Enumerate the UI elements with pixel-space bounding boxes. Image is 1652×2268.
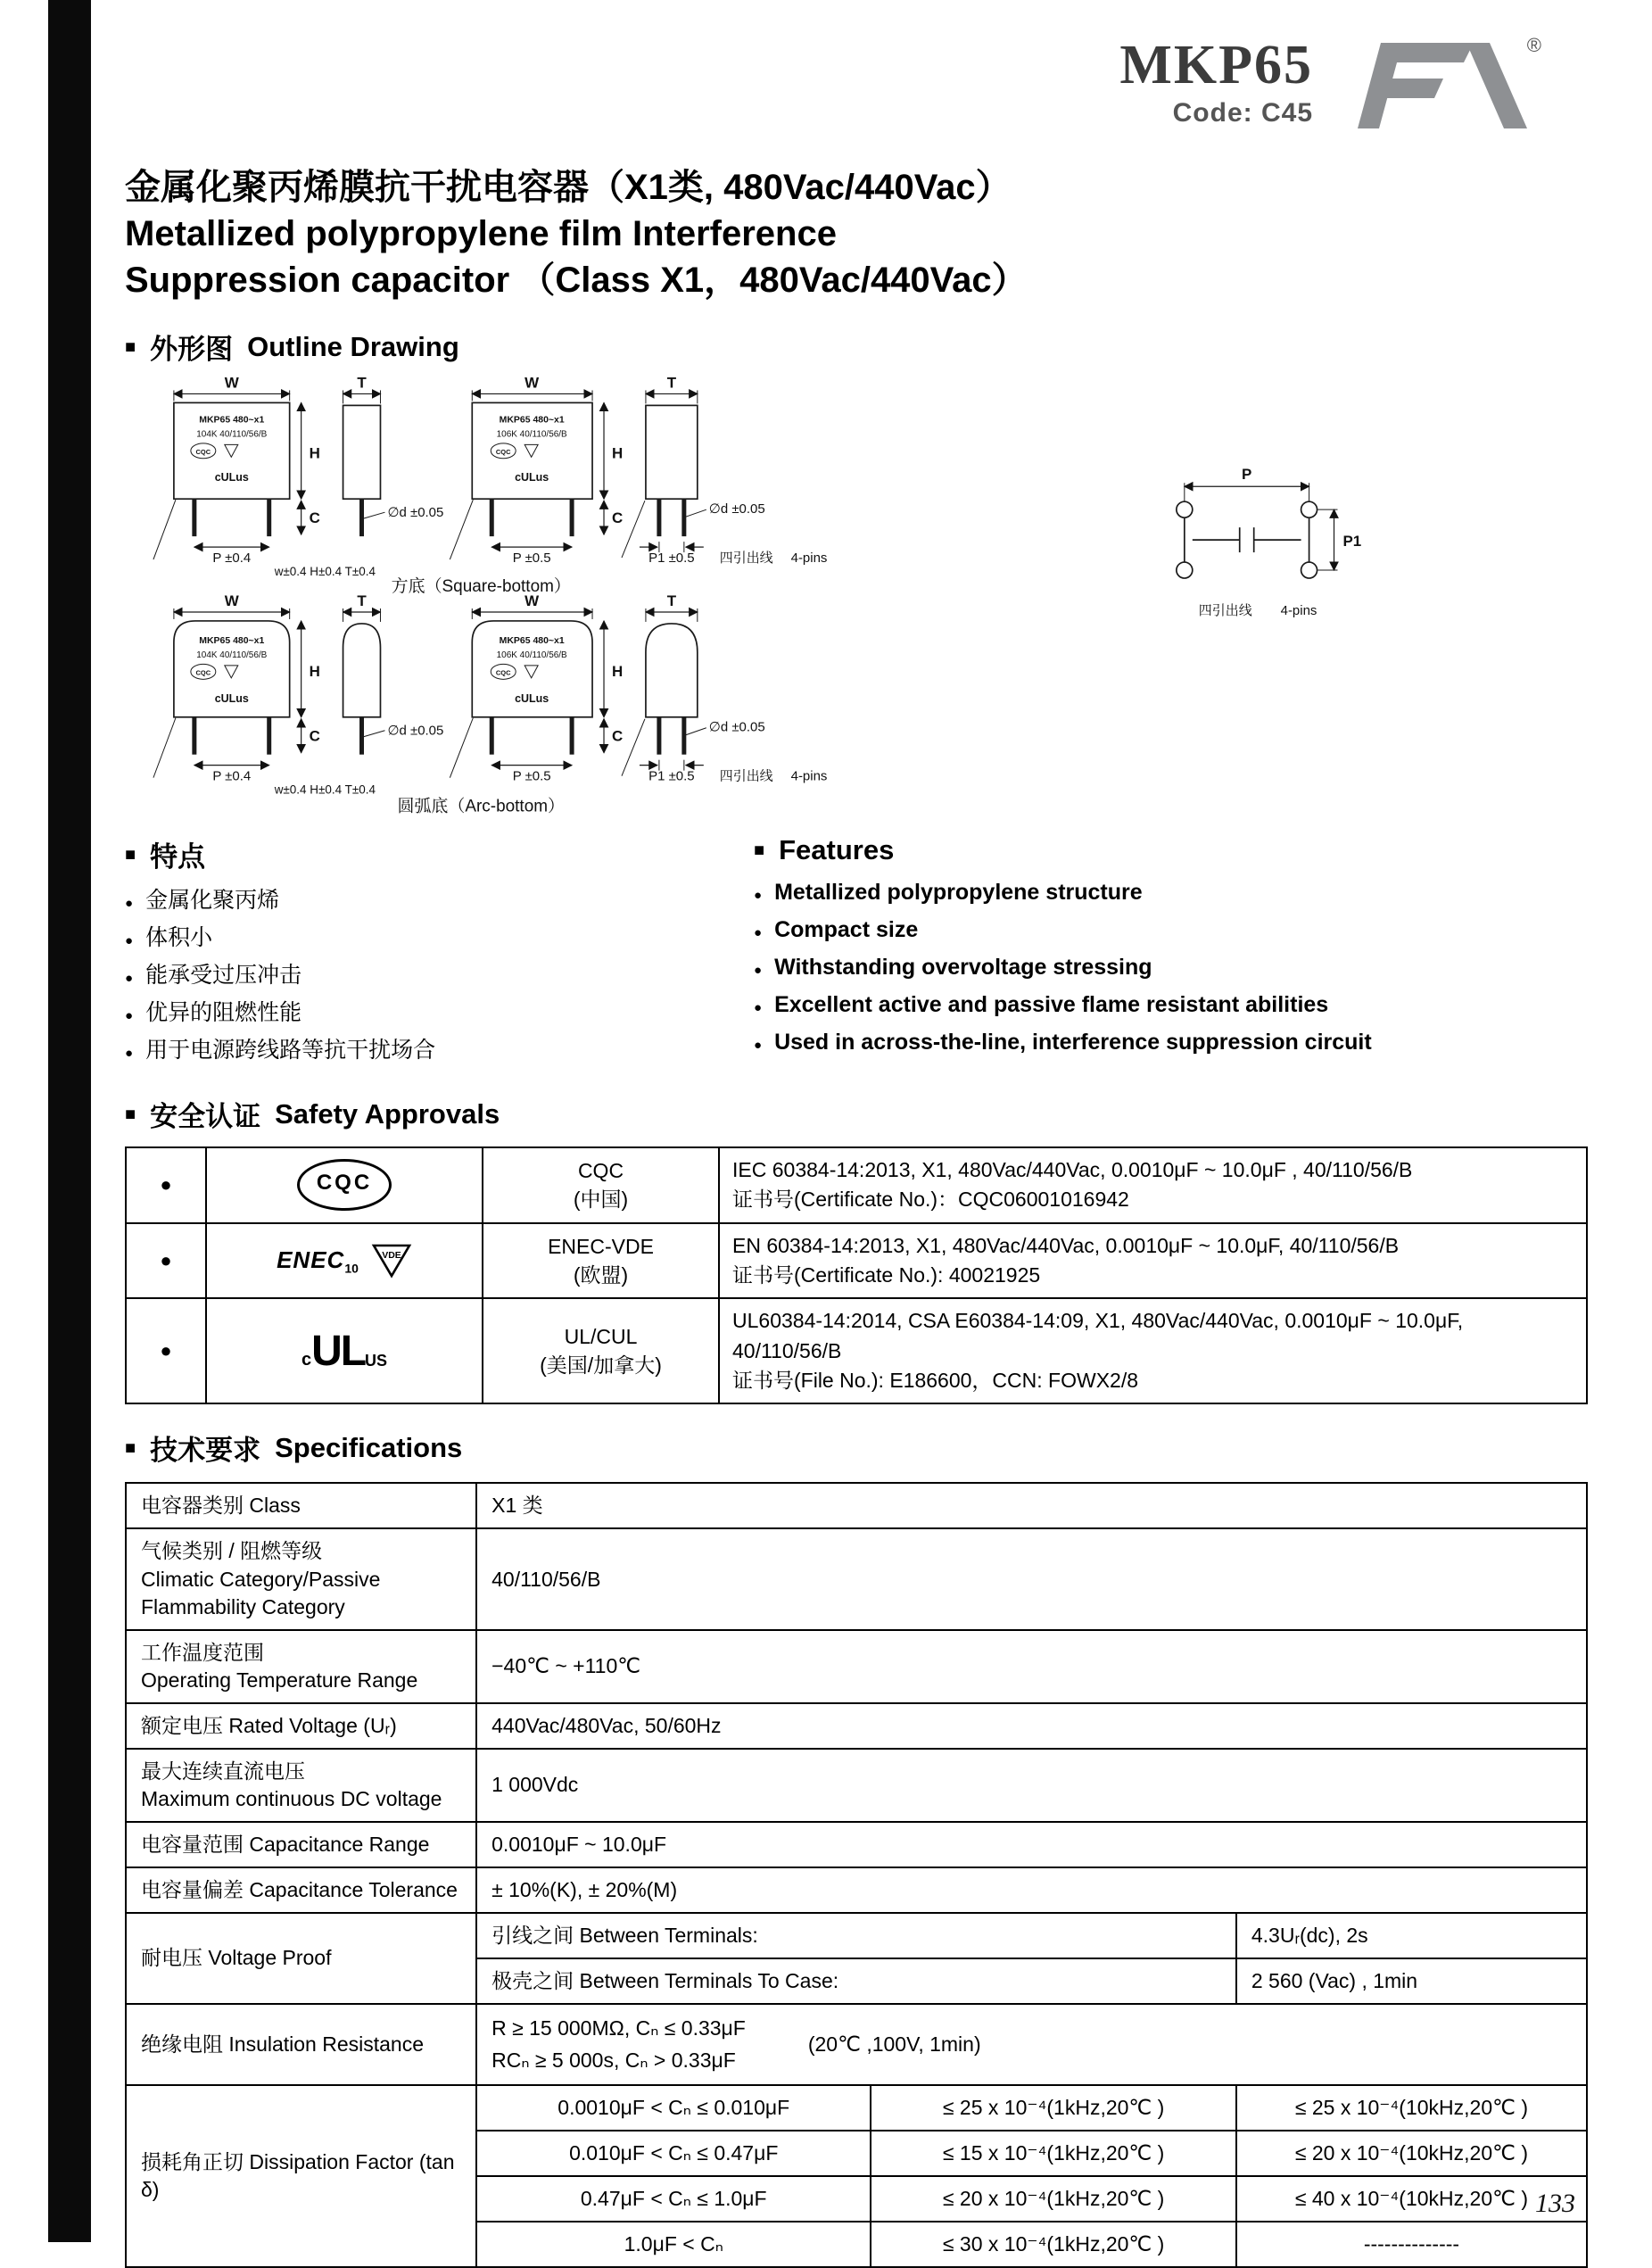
vde-triangle-icon — [371, 1243, 412, 1279]
dot-bullet-icon: ● — [125, 1008, 134, 1023]
tolerance-note: w±0.4 H±0.4 T±0.4 — [274, 782, 376, 797]
four-pins-label: 4-pins — [1280, 602, 1317, 618]
ul-mark: cULus — [515, 471, 549, 484]
faratronic-logo — [1356, 34, 1541, 134]
dim-p1: P1 — [1342, 533, 1362, 550]
side-view-2pin-arc — [343, 592, 444, 755]
spec-value-10khz: ≤ 40 x 10⁻⁴(10kHz,20℃ ) — [1236, 2176, 1587, 2222]
dim-p05: P ±0.5 — [512, 550, 551, 567]
dim-p05: P ±0.5 — [512, 768, 551, 784]
dim-h: H — [309, 444, 320, 462]
feature-item: ● 金属化聚丙烯 — [125, 883, 754, 921]
body-code: 106K 40/110/56/B — [496, 429, 567, 440]
registered-mark-icon: ® — [1526, 34, 1541, 56]
spec-value: 40/110/56/B — [476, 1528, 1587, 1629]
approval-certificate: 证书号(File No.): E186600，CCN: FOWX2/8 — [732, 1369, 1139, 1393]
title-line-en1: Metallized polypropylene film Interference — [125, 214, 837, 253]
square-bullet-icon: ■ — [125, 336, 136, 357]
four-pins-label: 4-pins — [790, 768, 828, 784]
square-bullet-icon: ■ — [125, 1104, 136, 1124]
safety-approvals-table — [125, 1146, 1588, 1404]
features-section — [125, 834, 1588, 1071]
dot-bullet-icon: ● — [754, 925, 763, 940]
spec-value: R ≥ 15 000MΩ, Cₙ ≤ 0.33μF RCₙ ≥ 5 000s, Cₙ > 0.33μF (20℃ ,100V, 1min) — [476, 2004, 1587, 2085]
feature-item: ● 优异的阻燃性能 — [125, 996, 754, 1033]
front-view-2pin-arc — [153, 592, 320, 784]
spec-value-10khz: ≤ 25 x 10⁻⁴(10kHz,20℃ ) — [1236, 2085, 1587, 2131]
spec-label: 损耗角正切 Dissipation Factor (tan δ) — [126, 2085, 476, 2267]
feature-item: ● Withstanding overvoltage stressing — [754, 950, 1588, 988]
dot-bullet-icon: ● — [125, 933, 134, 948]
page-number: 133 — [1535, 2189, 1575, 2218]
square-bullet-icon: ■ — [754, 840, 765, 860]
spec-value-10khz: ≤ 20 x 10⁻⁴(10kHz,20℃ ) — [1236, 2131, 1587, 2176]
svg-text:VDE: VDE — [382, 1250, 401, 1262]
spec-row-tolerance — [126, 1867, 1587, 1913]
cqc-logo: CQC — [297, 1159, 392, 1211]
spec-value-1khz: ≤ 20 x 10⁻⁴(1kHz,20℃ ) — [871, 2176, 1236, 2222]
side-view-4pin-square — [622, 374, 765, 566]
dim-t: T — [357, 374, 367, 392]
dim-p04: P ±0.4 — [212, 768, 252, 784]
approval-standard: EN 60384-14:2013, X1, 480Vac/440Vac, 0.0010μF ~ 10.0μF, 40/110/56/B — [732, 1233, 1400, 1257]
four-lead-label: 四引出线 — [719, 768, 773, 784]
dim-p04: P ±0.4 — [212, 550, 252, 567]
approval-region: (美国/加拿大) — [540, 1353, 662, 1378]
ul-mark: cULus — [515, 691, 549, 705]
dim-diameter: ∅d ±0.05 — [387, 505, 444, 521]
features-heading-zh: ■ 特点 — [125, 841, 206, 873]
front-view-2pin-square — [153, 374, 320, 566]
ul-logo: c UL US — [301, 1327, 388, 1375]
dim-h: H — [612, 662, 624, 680]
ul-mark: cULus — [214, 471, 249, 484]
safety-row-ul — [126, 1298, 1587, 1403]
dim-c: C — [612, 509, 624, 527]
body-marking: MKP65 480~x1 — [499, 415, 565, 426]
four-lead-label: 四引出线 — [719, 550, 773, 567]
approval-standard: UL60384-14:2014, CSA E60384-14:09, X1, 480Vac/440Vac, 0.0010μF ~ 10.0μF, 40/110/56/B — [732, 1309, 1464, 1362]
dim-t: T — [357, 592, 367, 609]
specifications-table — [125, 1482, 1588, 2268]
title-line-zh: 金属化聚丙烯膜抗干扰电容器（X1类, 480Vac/440Vac） — [125, 168, 1012, 207]
vde-triangle-icon — [225, 666, 238, 678]
feature-item: ● Compact size — [754, 913, 1588, 950]
spec-value: X1 类 — [476, 1483, 1587, 1528]
square-bullet-icon: ■ — [125, 844, 136, 865]
dim-c: C — [612, 727, 624, 745]
feature-item: ● 体积小 — [125, 921, 754, 958]
dim-p: P — [1242, 466, 1252, 484]
safety-row-cqc — [126, 1147, 1587, 1223]
cqc-mark-icon: CQC — [195, 447, 211, 456]
dot-bullet-icon: ● — [125, 1046, 134, 1061]
approval-region: (中国) — [573, 1188, 629, 1212]
caption-arc-bottom: 圆弧底（Arc-bottom） — [397, 797, 565, 816]
approval-name: UL/CUL — [564, 1325, 638, 1349]
dim-w: W — [525, 374, 540, 392]
pin-schematic-4pin — [1177, 466, 1361, 618]
vde-triangle-icon — [525, 666, 538, 678]
binding-strip — [48, 0, 91, 2242]
cqc-mark-icon: CQC — [495, 668, 511, 677]
dim-w: W — [224, 592, 239, 609]
spec-row-temperature — [126, 1630, 1587, 1703]
dot-bullet-icon: ● — [754, 1000, 763, 1015]
spec-row-rated-voltage — [126, 1703, 1587, 1749]
dim-diameter: ∅d ±0.05 — [708, 501, 765, 517]
model-name: MKP65 — [1119, 35, 1313, 95]
feature-item: ● Metallized polypropylene structure — [754, 875, 1588, 913]
safety-heading: ■ 安全认证 Safety Approvals — [125, 1097, 500, 1132]
spec-label: 耐电压 Voltage Proof — [126, 1913, 476, 2004]
dot-bullet-icon: ● — [160, 1249, 172, 1272]
vde-triangle-icon — [525, 444, 538, 457]
approval-name: ENEC-VDE — [548, 1234, 654, 1258]
spec-label: 工作温度范围 Operating Temperature Range — [126, 1630, 476, 1703]
spec-value-1khz: ≤ 30 x 10⁻⁴(1kHz,20℃ ) — [871, 2222, 1236, 2267]
approval-certificate: 证书号(Certificate No.): 40021925 — [732, 1263, 1041, 1287]
dim-c: C — [309, 727, 320, 745]
dot-bullet-icon: ● — [125, 971, 134, 986]
dot-bullet-icon: ● — [754, 888, 763, 903]
dim-diameter: ∅d ±0.05 — [387, 723, 444, 739]
cqc-mark-icon: CQC — [195, 668, 211, 677]
side-view-2pin-square — [343, 374, 444, 536]
spec-row-voltage-proof-1 — [126, 1913, 1587, 1958]
spec-range: 0.47μF < Cₙ ≤ 1.0μF — [476, 2176, 871, 2222]
front-view-4pin-arc — [450, 592, 623, 784]
spec-range: 0.010μF < Cₙ ≤ 0.47μF — [476, 2131, 871, 2176]
spec-subname: 引线之间 Between Terminals: — [476, 1913, 1236, 1958]
spec-value: 2 560 (Vac) , 1min — [1236, 1958, 1587, 2004]
dim-h: H — [309, 662, 320, 680]
feature-item: ● Used in across-the-line, interference suppression circuit — [754, 1025, 1588, 1063]
approval-certificate: 证书号(Certificate No.)：CQC06001016942 — [732, 1188, 1129, 1212]
model-block — [1119, 37, 1313, 128]
dim-p105: P1 ±0.5 — [648, 768, 695, 784]
spec-value: −40℃ ~ +110℃ — [476, 1630, 1587, 1703]
spec-value: ± 10%(K), ± 20%(M) — [476, 1867, 1587, 1913]
dim-t: T — [666, 374, 677, 392]
spec-label: 电容量范围 Capacitance Range — [126, 1822, 476, 1867]
feature-item: ● 用于电源跨线路等抗干扰场合 — [125, 1033, 754, 1071]
ul-mark: cULus — [214, 691, 249, 705]
page-title — [125, 164, 1588, 303]
spec-value-1khz: ≤ 15 x 10⁻⁴(1kHz,20℃ ) — [871, 2131, 1236, 2176]
outline-heading: ■ 外形图 Outline Drawing — [125, 330, 459, 365]
tolerance-note: w±0.4 H±0.4 T±0.4 — [274, 565, 376, 579]
side-view-4pin-arc — [622, 592, 765, 784]
body-marking: MKP65 480~x1 — [199, 415, 265, 426]
spec-range: 1.0μF < Cₙ — [476, 2222, 871, 2267]
dim-w: W — [525, 592, 540, 609]
enec-vde-logo: $ENEC_{10}$ VDE — [277, 1243, 412, 1279]
dot-bullet-icon: ● — [160, 1339, 172, 1362]
enec-logo: ENEC — [277, 1246, 345, 1273]
vde-triangle-icon — [225, 444, 238, 457]
body-marking: MKP65 480~x1 — [499, 635, 565, 646]
body-code: 106K 40/110/56/B — [496, 650, 567, 660]
approval-standard: IEC 60384-14:2013, X1, 480Vac/440Vac, 0.0010μF ~ 10.0μF , 40/110/56/B — [732, 1158, 1413, 1181]
dim-diameter: ∅d ±0.05 — [708, 719, 765, 735]
body-code: 104K 40/110/56/B — [196, 650, 268, 660]
dim-t: T — [666, 592, 677, 609]
cqc-mark-icon: CQC — [495, 447, 511, 456]
body-marking: MKP65 480~x1 — [199, 635, 265, 646]
features-heading-en: ■ Features — [754, 834, 895, 865]
front-view-4pin-square — [450, 374, 623, 566]
spec-row-dissipation-1 — [126, 2085, 1587, 2131]
spec-label: 气候类别 / 阻燃等级 Climatic Category/Passive Flammability Category — [126, 1528, 476, 1629]
spec-value-10khz: -------------- — [1236, 2222, 1587, 2267]
dim-c: C — [309, 509, 320, 527]
spec-value: 1 000Vdc — [476, 1749, 1587, 1822]
dim-w: W — [224, 374, 239, 392]
spec-label: 最大连续直流电压 Maximum continuous DC voltage — [126, 1749, 476, 1822]
dim-h: H — [612, 444, 624, 462]
approval-name: CQC — [577, 1159, 624, 1183]
spec-row-insulation — [126, 2004, 1587, 2085]
specs-heading: ■ 技术要求 Specifications — [125, 1431, 463, 1467]
spec-value: 440Vac/480Vac, 50/60Hz — [476, 1703, 1587, 1749]
spec-row-max-dc — [126, 1749, 1587, 1822]
dot-bullet-icon: ● — [160, 1173, 172, 1196]
model-code: Code: C45 — [1172, 98, 1313, 128]
safety-row-enec-vde — [126, 1223, 1587, 1299]
spec-row-climatic — [126, 1528, 1587, 1629]
outline-drawing — [125, 376, 1588, 822]
spec-label: 电容器类别 Class — [126, 1483, 476, 1528]
spec-value: 0.0010μF ~ 10.0μF — [476, 1822, 1587, 1867]
page-header — [125, 34, 1588, 134]
title-line-en2: Suppression capacitor （Class X1，480Vac/440Vac） — [125, 261, 1028, 300]
approval-region: (欧盟) — [573, 1263, 629, 1287]
spec-label: 电容量偏差 Capacitance Tolerance — [126, 1867, 476, 1913]
body-code: 104K 40/110/56/B — [196, 429, 268, 440]
feature-item: ● Excellent active and passive flame resistant abilities — [754, 988, 1588, 1025]
spec-label: 绝缘电阻 Insulation Resistance — [126, 2004, 476, 2085]
spec-value: 4.3Uᵣ(dc), 2s — [1236, 1913, 1587, 1958]
caption-square-bottom: 方底（Square-bottom） — [391, 577, 571, 597]
dot-bullet-icon: ● — [754, 1038, 763, 1053]
feature-item: ● 能承受过压冲击 — [125, 958, 754, 996]
faratronic-logo-shapes — [1356, 37, 1534, 134]
square-bullet-icon: ■ — [125, 1437, 136, 1458]
spec-row-class — [126, 1483, 1587, 1528]
dot-bullet-icon: ● — [754, 963, 763, 978]
spec-row-capacitance-range — [126, 1822, 1587, 1867]
spec-range: 0.0010μF < Cₙ ≤ 0.010μF — [476, 2085, 871, 2131]
four-pins-label: 4-pins — [790, 550, 828, 567]
dim-p105: P1 ±0.5 — [648, 550, 695, 567]
dot-bullet-icon: ● — [125, 896, 134, 911]
four-lead-label: 四引出线 — [1198, 602, 1252, 618]
spec-subname: 极壳之间 Between Terminals To Case: — [476, 1958, 1236, 2004]
spec-value-1khz: ≤ 25 x 10⁻⁴(1kHz,20℃ ) — [871, 2085, 1236, 2131]
spec-label: 额定电压 Rated Voltage (Uᵣ) — [126, 1703, 476, 1749]
